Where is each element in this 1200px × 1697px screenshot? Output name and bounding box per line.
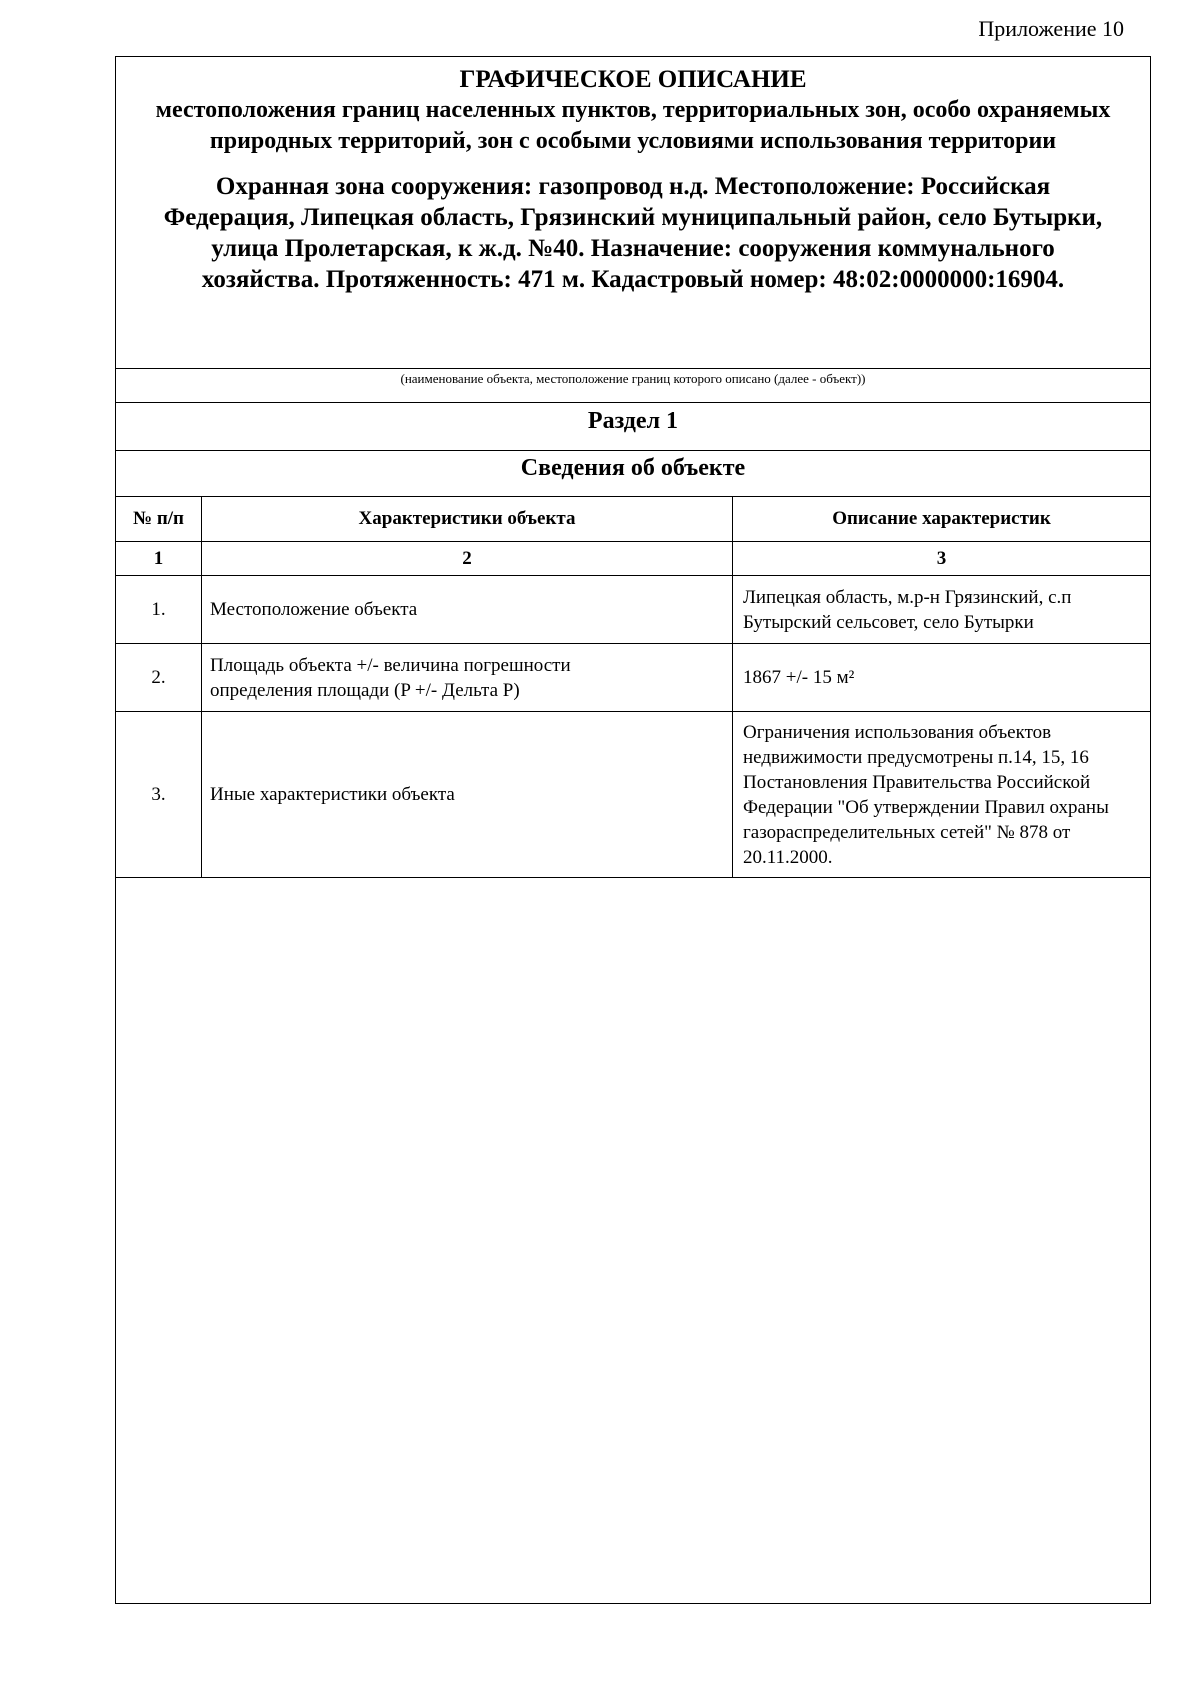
row-characteristic bbox=[202, 712, 733, 878]
row-characteristic-text: Площадь объекта +/- величина погрешности определения площади (P +/- Дельта P) bbox=[210, 654, 571, 701]
object-name: Охранная зона сооружения: газопровод н.д. Местоположение: Российская Федерация, Липецкая область, Грязинский муниципальный район, село Бутырки, улица Пролетарская, к ж.д. №40. Назначение: сооружения коммунального хозяйства. Протяженность: 471 м. Кадастровый номер: 48:02:0000000:16904. bbox=[163, 173, 1103, 293]
table-index-row bbox=[116, 542, 1150, 576]
row-characteristic-text: Местоположение объекта bbox=[210, 599, 418, 620]
divider bbox=[116, 402, 1150, 403]
row-num: 2. bbox=[116, 644, 202, 712]
row-characteristic bbox=[202, 576, 733, 644]
divider bbox=[116, 368, 1150, 369]
row-characteristic bbox=[202, 644, 733, 712]
header-num: № п/п bbox=[116, 497, 202, 542]
section-number: Раздел 1 bbox=[587, 408, 679, 434]
row-num: 1. bbox=[116, 576, 202, 644]
document-subtitle: местоположения границ населенных пунктов, территориальных зон, особо охраняемых природных территорий, зон с особыми условиями использования территории bbox=[155, 97, 1111, 154]
appendix-label: Приложение 10 bbox=[978, 16, 1124, 41]
row-characteristic-text: Иные характеристики объекта bbox=[210, 784, 455, 805]
divider bbox=[116, 450, 1150, 451]
row-num: 3. bbox=[116, 712, 202, 878]
header-block bbox=[116, 57, 1150, 369]
row-description bbox=[733, 644, 1151, 712]
section-title: Сведения об объекте bbox=[520, 455, 746, 481]
document-frame bbox=[115, 56, 1151, 1604]
header-characteristic: Характеристики объекта bbox=[202, 497, 733, 542]
row-description-text: 1867 +/- 15 м² bbox=[743, 667, 855, 688]
index-cell: 2 bbox=[202, 542, 733, 576]
row-description-text: Ограничения использования объектов недвижимости предусмотрены п.14, 15, 16 Постановления Правительства Российской Федерации "Об утверждении Правил охраны газораспределительных сетей" № 878 от 20.11.2000. bbox=[743, 721, 1109, 868]
header-description: Описание характеристик bbox=[733, 497, 1151, 542]
table-header-row bbox=[116, 497, 1150, 542]
index-cell: 1 bbox=[116, 542, 202, 576]
object-caption: (наименование объекта, местоположение границ которого описано (далее - объект)) bbox=[400, 371, 866, 386]
table-row bbox=[116, 576, 1150, 644]
object-info-table bbox=[116, 496, 1150, 878]
index-cell: 3 bbox=[733, 542, 1151, 576]
table-row bbox=[116, 644, 1150, 712]
table-row bbox=[116, 712, 1150, 878]
row-description bbox=[733, 712, 1151, 878]
row-description bbox=[733, 576, 1151, 644]
row-description-text: Липецкая область, м.р-н Грязинский, с.п Бутырский сельсовет, село Бутырки bbox=[743, 586, 1072, 633]
document-title: ГРАФИЧЕСКОЕ ОПИСАНИЕ bbox=[459, 66, 807, 93]
